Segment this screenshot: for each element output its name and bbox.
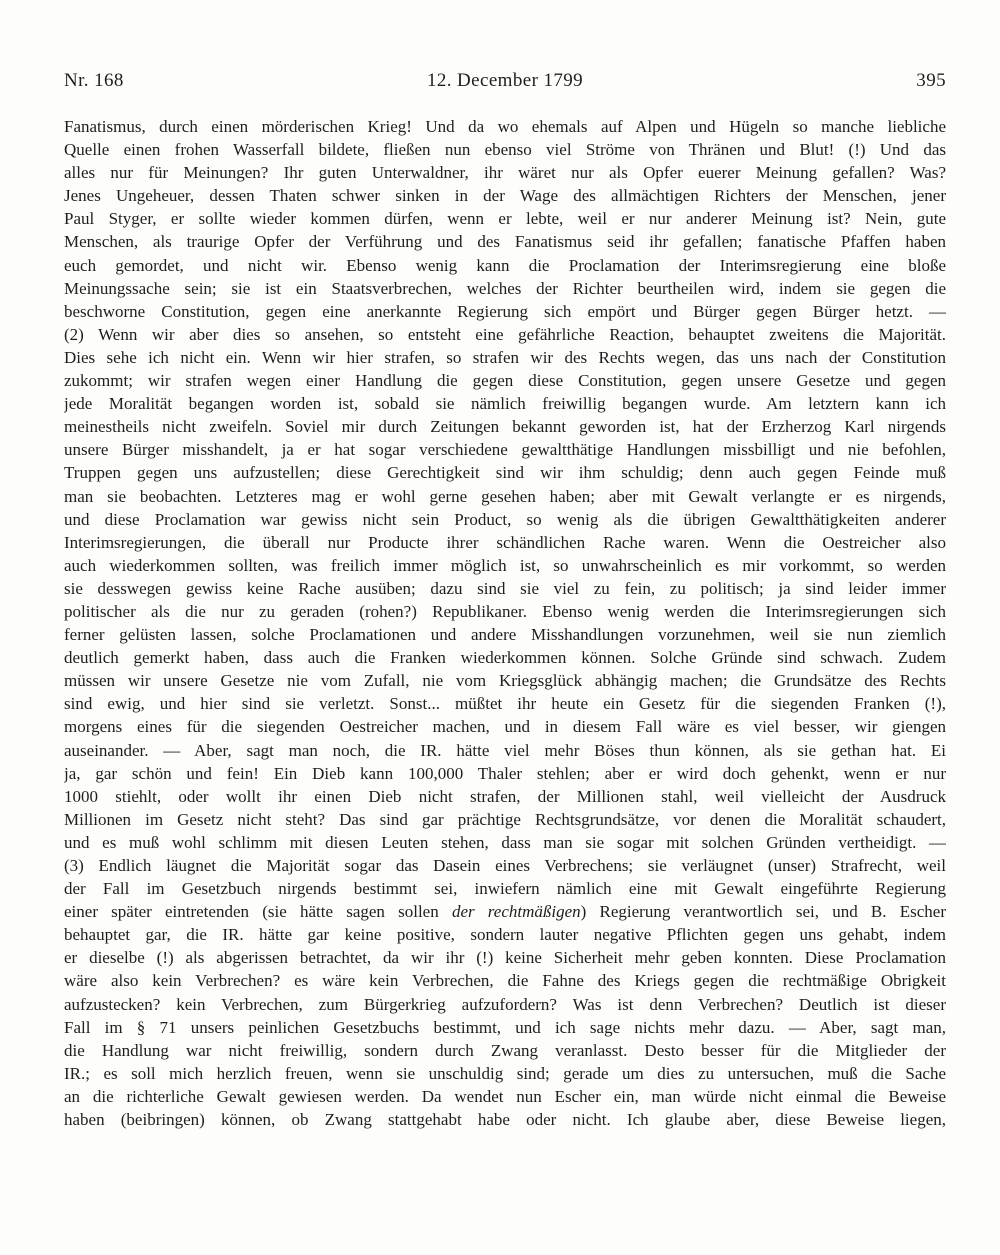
- text-line: müssen wir unsere Gesetze nie vom Zufall, nie vom Kriegsglück abhängig machen; die Grundsätze des Rechts: [64, 671, 946, 691]
- text-line: der Fall im Gesetzbuch nirgends bestimmt sei, inwiefern nämlich eine mit Gewalt eingeführte Regierung: [64, 879, 946, 899]
- text-line: und diese Proclamation war gewiss nicht sein Product, so wenig als die übrigen Gewaltthätigkeiten anderer: [64, 509, 946, 529]
- text-line: Fall im § 71 unsers peinlichen Gesetzbuchs bestimmt, und ich sage nichts mehr dazu. — Aber, sagt man,: [64, 1017, 946, 1037]
- text-line: Truppen gegen uns aufzustellen; diese Gerechtigkeit sind wir ihm schuldig; denn auch gegen Feinde muß: [64, 463, 946, 483]
- running-head: [64, 70, 946, 94]
- text-line: 1000 stiehlt, oder wollt ihr einen Dieb nicht strafen, der Millionen stahl, weil vielleicht der Ausdruck: [64, 786, 946, 806]
- text-line: beschworne Constitution, gegen eine anerkannte Regierung sich empört und Bürger gegen Bürger hetzt. —: [64, 301, 946, 321]
- body-text: [64, 115, 946, 1131]
- text-line: unsere Bürger misshandelt, ja er hat sogar verschiedene gewaltthätige Handlungen missbilligt und nie befohlen,: [64, 440, 946, 460]
- issue-number: Nr. 168: [64, 70, 124, 91]
- text-line: Meinungssache sein; sie ist ein Staatsverbrechen, welches der Richter beurtheilen wird, indem sie gegen die: [64, 278, 946, 298]
- text-line: Paul Styger, er sollte wieder kommen dürfen, wenn er lebte, weil er nur anderer Meinung ist? Nein, gute: [64, 209, 946, 229]
- text-line: zukommt; wir strafen wegen einer Handlung die gegen diese Constitution, gegen unsere Gesetze und gegen: [64, 371, 946, 391]
- text-line: die Handlung war nicht freiwillig, sondern durch Zwang veranlasst. Desto besser für die Mitglieder der: [64, 1040, 946, 1060]
- text-line: auseinander. — Aber, sagt man noch, die IR. hätte viel mehr Böses thun können, als sie gethan hat. Ei: [64, 740, 946, 760]
- emphasis: der rechtmäßigen: [451, 902, 581, 922]
- text-line: sie desswegen gewiss keine Rache ausüben; dazu sind sie viel zu fein, zu politisch; ja sind leider immer: [64, 578, 946, 598]
- text-line: euch gemordet, und nicht wir. Ebenso wenig kann die Proclamation der Interimsregierung eine bloße: [64, 255, 946, 275]
- text-line: alles nur für Meinungen? Ihr guten Unterwaldner, ihr wäret nur als Opfer euerer Meinung gefallen? Was?: [64, 163, 946, 183]
- text-line: auch wiederkommen sollten, was freilich immer möglich ist, so unwahrscheinlich es mir vorkommt, so werden: [64, 555, 946, 575]
- text-line: einer später eintretenden (sie hätte sagen sollen der rechtmäßigen) Regierung verantwortlich sei, und B. Escher: [64, 902, 946, 922]
- text-line: ferner gelüsten lassen, solche Proclamationen und andere Misshandlungen vorzunehmen, weil sie nun ziemlich: [64, 625, 946, 645]
- text-line: IR.; es soll mich herzlich freuen, wenn sie unschuldig sind; gerade um dies zu untersuchen, muß die Sache: [64, 1063, 946, 1083]
- text-line: wäre also kein Verbrechen? es wäre kein Verbrechen, die Fahne des Kriegs gegen die rechtmäßige Obrigkeit: [64, 971, 946, 991]
- text-line: behauptet gar, die IR. hätte gar keine positive, sondern lauter negative Pflichten gegen uns gehabt, indem: [64, 925, 946, 945]
- text-line: Jenes Ungeheuer, dessen Thaten schwer sinken in der Wage des allmächtigen Richters der Menschen, jener: [64, 186, 946, 206]
- text-line: man sie beobachten. Letzteres mag er wohl gerne gesehen haben; aber mit Gewalt verlangte er es nirgends,: [64, 486, 946, 506]
- text-line: haben (beibringen) können, ob Zwang stattgehabt habe oder nicht. Ich glaube aber, diese Beweise liegen,: [64, 1110, 946, 1130]
- text-line: Millionen im Gesetz nicht steht? Das sind gar prächtige Rechtsgrundsätze, vor denen die Moralität schaudert,: [64, 809, 946, 829]
- text-line: deutlich gemerkt haben, dass auch die Franken wiederkommen können. Solche Gründe sind schwach. Zudem: [64, 648, 946, 668]
- text-line: (2) Wenn wir aber dies so ansehen, so entsteht eine gefährliche Reaction, behauptet zweitens die Majorität.: [64, 324, 946, 344]
- text-line: politischer als die nur zu geraden (rohen?) Republikaner. Ebenso wenig werden die Interimsregierungen sich: [64, 601, 946, 621]
- text-line: aufzustecken? kein Verbrechen, zum Bürgerkrieg aufzufordern? Was ist denn Verbrechen? Deutlich ist dieser: [64, 994, 946, 1014]
- text-line: (3) Endlich läugnet die Majorität sogar das Dasein eines Verbrechens; sie verläugnet (unser) Strafrecht, weil: [64, 856, 946, 875]
- text-line: er dieselbe (!) als abgerissen betrachtet, da wir ihr (!) keine Sicherheit mehr geben konnten. Diese Proclamation: [64, 948, 946, 968]
- text-line: Quelle einen frohen Wasserfall bildete, fließen nun ebenso viel Ströme von Thränen und Blut! (!) Und das: [64, 140, 946, 160]
- text-line: Fanatismus, durch einen mörderischen Krieg! Und da wo ehemals auf Alpen und Hügeln so manche liebliche: [64, 117, 946, 136]
- text-line: Interimsregierungen, die überall nur Producte ihrer schändlichen Rache waren. Wenn die Oestreicher also: [64, 532, 946, 552]
- text-line: Dies sehe ich nicht ein. Wenn wir hier strafen, so strafen wir des Rechts wegen, das uns nach der Constitution: [64, 347, 946, 367]
- text-line: Menschen, als traurige Opfer der Verführung und des Fanatismus seid ihr gefallen; fanatische Pfaffen haben: [64, 232, 946, 252]
- text-line: meinestheils nicht zweifeln. Soviel mir durch Zeitungen bekannt geworden ist, hat der Erzherzog Karl nirgends: [64, 417, 946, 437]
- text-line: und es muß wohl schlimm mit diesen Leuten stehen, dass man sie sogar mit solchen Gründen vertheidigt. —: [64, 832, 946, 852]
- text-line: morgens eines für die siegenden Oestreicher machen, und in diesem Fall wäre es viel besser, wir giengen: [64, 717, 946, 737]
- issue-date: 12. December 1799: [426, 70, 584, 91]
- text-line: an die richterliche Gewalt gewiesen werden. Da wendet nun Escher ein, man würde nicht einmal die Beweise: [64, 1086, 946, 1106]
- text-line: ja, gar schön und fein! Ein Dieb kann 100,000 Thaler stehlen; aber er wird doch gehenkt, wenn er nur: [64, 763, 946, 783]
- page-number: 395: [916, 70, 946, 91]
- text-line: sind ewig, und hier sind sie verletzt. Sonst... müßtet ihr heute ein Gesetz für die siegenden Franken (!),: [64, 694, 946, 714]
- text-line: jede Moralität begangen worden ist, sobald sie nämlich freiwillig begangen wurde. Am letztern kann ich: [64, 394, 946, 414]
